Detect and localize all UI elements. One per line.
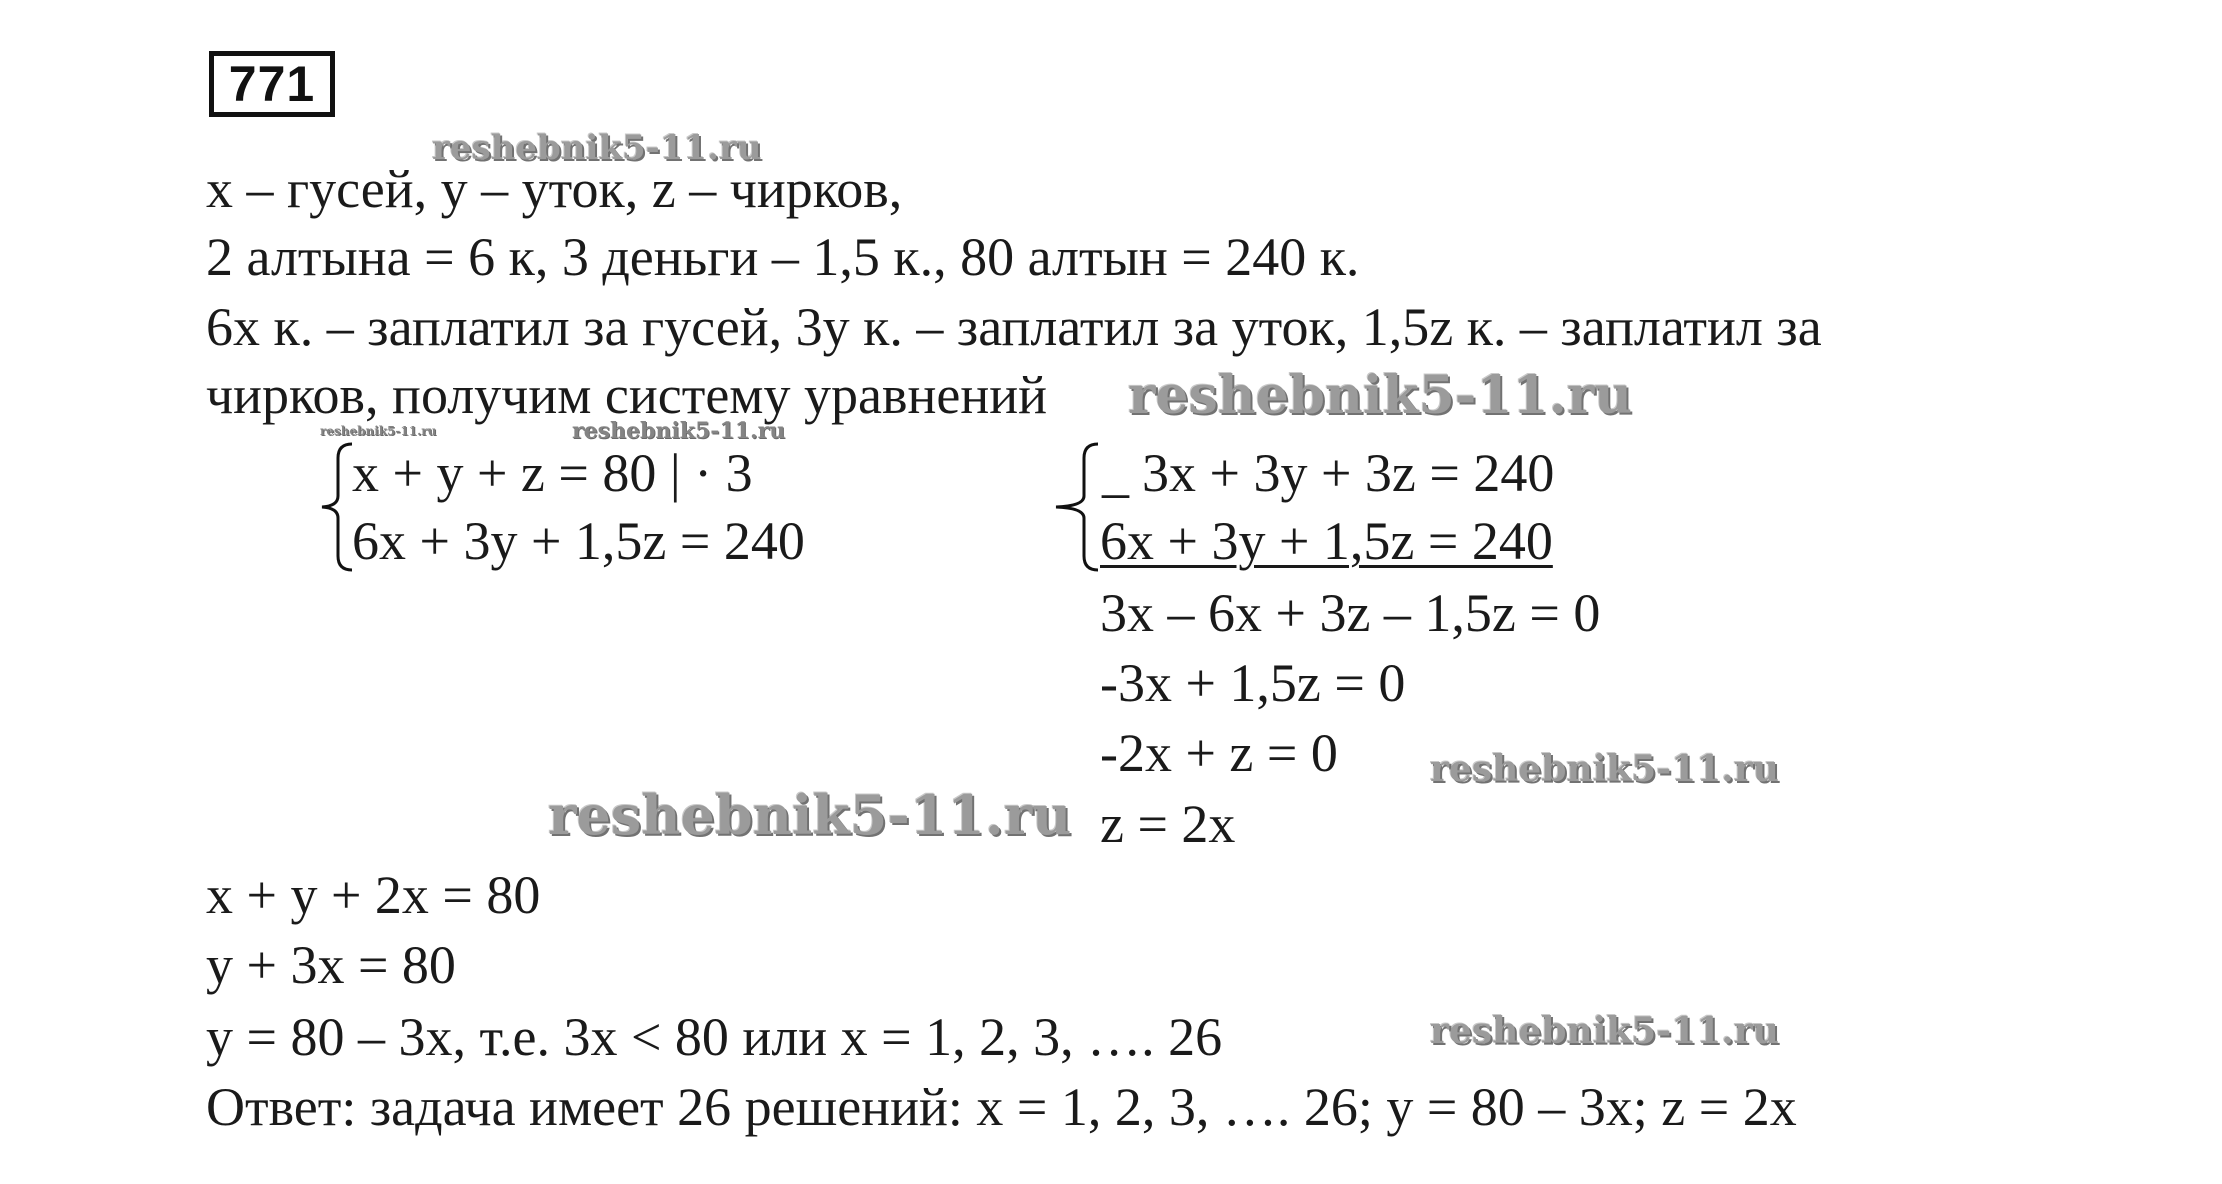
- system2-equation-2: 6x + 3y + 1,5z = 240: [1100, 511, 1553, 571]
- result-line-3: y = 80 – 3x, т.е. 3x < 80 или x = 1, 2, 3, …. 26: [206, 1007, 1223, 1067]
- watermark: reshebnik5-11.ru: [1430, 748, 1779, 790]
- text-line-4: чирков, получим систему уравнений: [206, 365, 1048, 425]
- watermark: reshebnik5-11.ru: [1430, 1010, 1779, 1052]
- watermark: reshebnik5-11.ru: [320, 424, 437, 438]
- watermark: reshebnik5-11.ru: [1128, 365, 1633, 426]
- system1-equation-1: x + y + z = 80 | · 3: [352, 443, 753, 503]
- left-brace-icon: [316, 440, 356, 574]
- minus-sign: _: [1102, 443, 1129, 503]
- watermark: reshebnik5-11.ru: [548, 783, 1072, 847]
- derivation-line-1: 3x – 6x + 3z – 1,5z = 0: [1100, 583, 1601, 643]
- system2-equation-1: 3x + 3y + 3z = 240: [1142, 443, 1555, 503]
- text-line-3: 6x к. – заплатил за гусей, 3y к. – заплатил за уток, 1,5z к. – заплатил за: [206, 297, 1822, 357]
- left-brace-icon: [1052, 440, 1102, 574]
- text-line-1: x – гусей, y – уток, z – чирков,: [206, 159, 903, 219]
- watermark: reshebnik5-11.ru: [432, 128, 762, 168]
- problem-number-box: 771: [209, 51, 335, 117]
- system1-equation-2: 6x + 3y + 1,5z = 240: [352, 511, 805, 571]
- result-line-1: x + y + 2x = 80: [206, 865, 541, 925]
- watermark: reshebnik5-11.ru: [572, 418, 786, 444]
- derivation-line-3: -2x + z = 0: [1100, 723, 1338, 783]
- result-line-2: y + 3x = 80: [206, 935, 456, 995]
- derivation-line-2: -3x + 1,5z = 0: [1100, 653, 1406, 713]
- derivation-line-4: z = 2x: [1100, 794, 1236, 854]
- answer-line: Ответ: задача имеет 26 решений: x = 1, 2, 3, …. 26; y = 80 – 3x; z = 2x: [206, 1077, 1797, 1137]
- text-line-2: 2 алтына = 6 к, 3 деньги – 1,5 к., 80 алтын = 240 к.: [206, 227, 1360, 287]
